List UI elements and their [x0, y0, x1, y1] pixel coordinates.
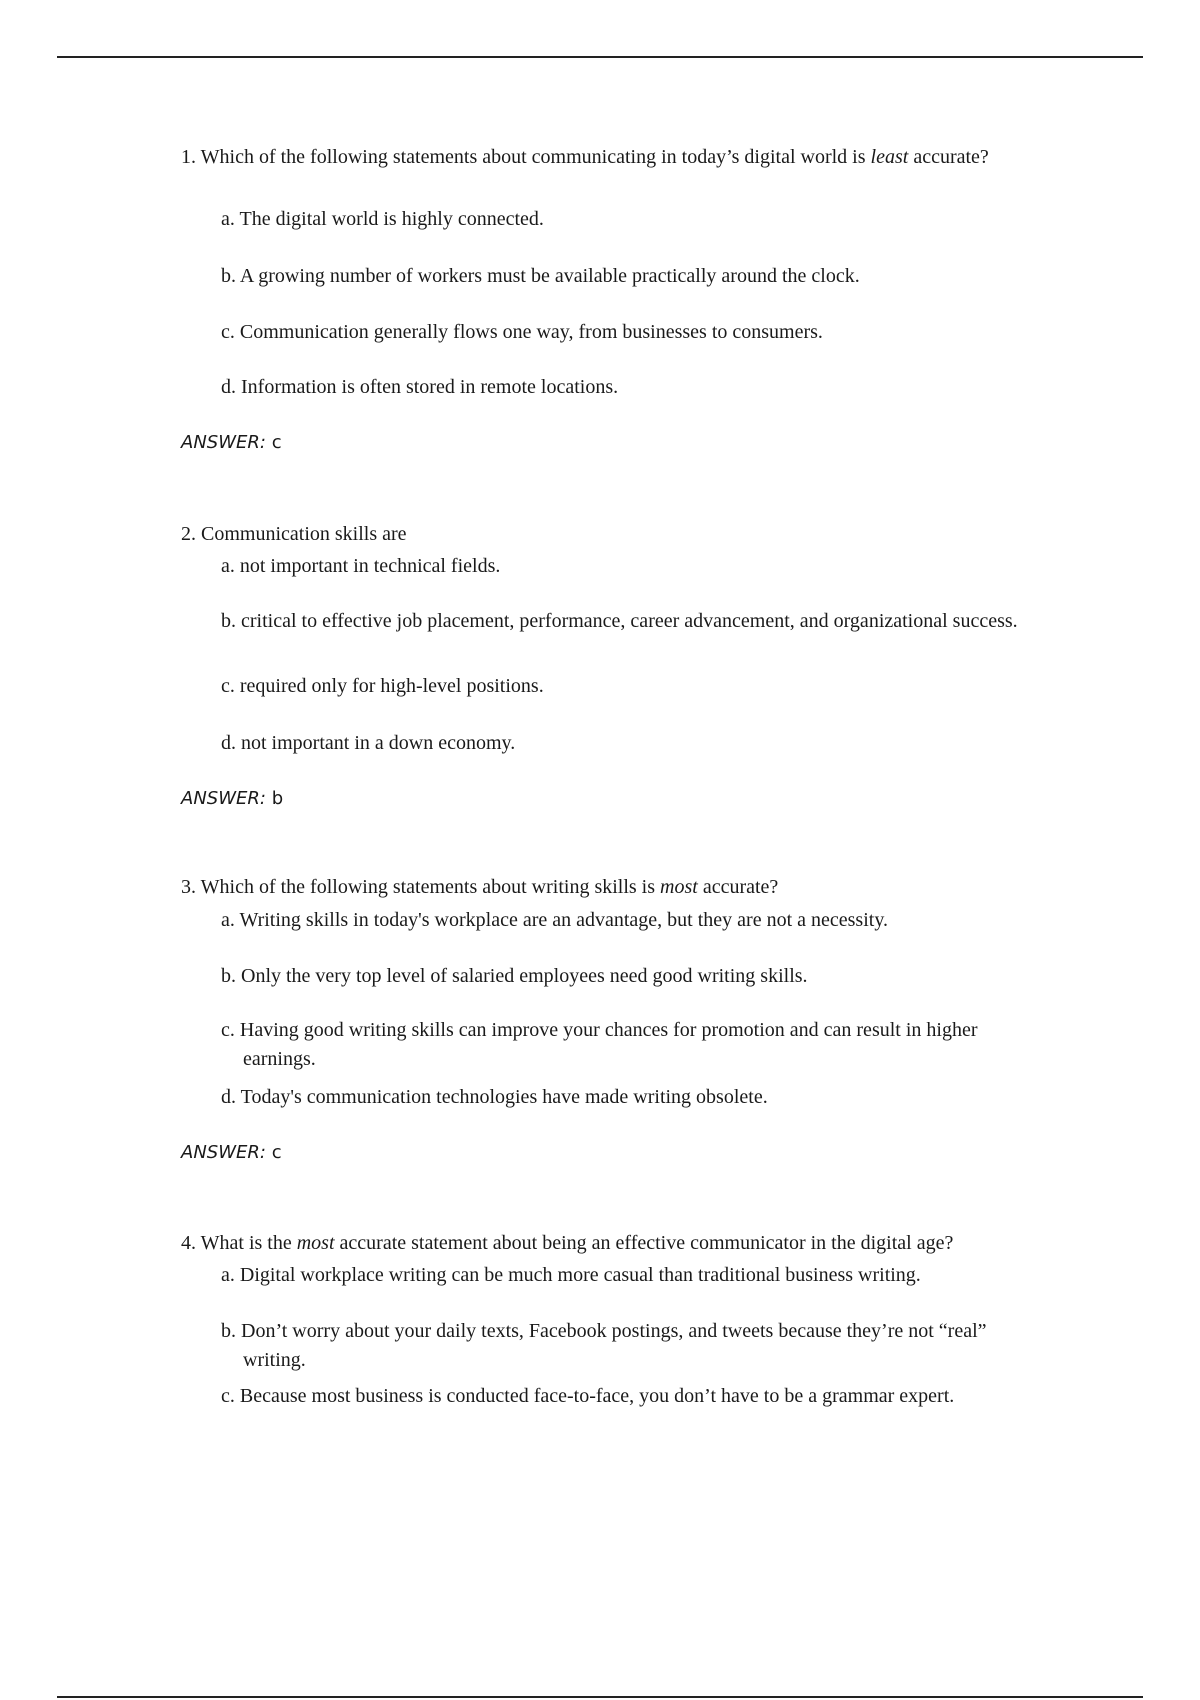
question-1-stem-text: 1. Which of the following statements about communicating in today’s digital world is	[181, 146, 871, 168]
question-3-option-d: d. Today's communication technologies have made writing obsolete.	[221, 1086, 768, 1108]
answer-label: ANSWER:	[181, 432, 266, 453]
question-2-option-d: d. not important in a down economy.	[221, 732, 516, 754]
question-4-option-c: c. Because most business is conducted face-to-face, you don’t have to be a grammar expert.	[221, 1385, 955, 1407]
question-2-answer	[181, 786, 283, 812]
question-1-option-d: d. Information is often stored in remote locations.	[221, 376, 619, 398]
question-4-stem-end: accurate statement about being an effective communicator in the digital age?	[334, 1232, 954, 1254]
question-3-option-c: c. Having good writing skills can improve your chances for promotion and can result in higher earnings.	[221, 1019, 978, 1070]
answer-value: c	[271, 1142, 282, 1163]
question-2-stem	[181, 520, 1061, 548]
question-1-option-c: c. Communication generally flows one way, from businesses to consumers.	[221, 321, 823, 343]
question-3-answer	[181, 1140, 282, 1166]
answer-label: ANSWER:	[181, 788, 266, 809]
question-4-option-b: b. Don’t worry about your daily texts, Facebook postings, and tweets because they’re not “real” writing.	[221, 1320, 987, 1371]
question-2-option-b: b. critical to effective job placement, performance, career advancement, and organizational success.	[221, 610, 1018, 632]
question-1-answer	[181, 430, 282, 456]
question-3-stem-text: 3. Which of the following statements about writing skills is	[181, 876, 661, 898]
question-1-stem	[181, 143, 1061, 171]
question-4-option-a: a. Digital workplace writing can be much more casual than traditional business writing.	[221, 1264, 921, 1286]
question-3-stem-emphasis: most	[660, 876, 698, 898]
question-4-stem-text: 4. What is the	[181, 1232, 297, 1254]
question-3-stem	[181, 873, 1061, 901]
question-3-option-b: b. Only the very top level of salaried employees need good writing skills.	[221, 965, 808, 987]
question-1-stem-emphasis: least	[870, 146, 909, 168]
question-2-stem-text: 2. Communication skills are	[181, 523, 407, 545]
question-2-option-a: a. not important in technical fields.	[221, 555, 501, 577]
question-2-option-c: c. required only for high-level positions.	[221, 675, 544, 697]
answer-value: c	[271, 432, 282, 453]
footer-rule	[57, 1696, 1143, 1698]
question-1-option-a: a. The digital world is highly connected.	[221, 208, 544, 230]
question-4-stem-emphasis: most	[296, 1232, 335, 1254]
question-3-stem-end: accurate?	[697, 876, 779, 898]
question-1-stem-end: accurate?	[908, 146, 989, 168]
question-1-option-b: b. A growing number of workers must be available practically around the clock.	[221, 265, 860, 287]
header-rule	[57, 56, 1143, 58]
question-3-option-a: a. Writing skills in today's workplace are an advantage, but they are not a necessity.	[221, 909, 889, 931]
answer-value: b	[271, 788, 284, 809]
question-4-stem	[181, 1229, 1061, 1257]
answer-label: ANSWER:	[181, 1142, 266, 1163]
